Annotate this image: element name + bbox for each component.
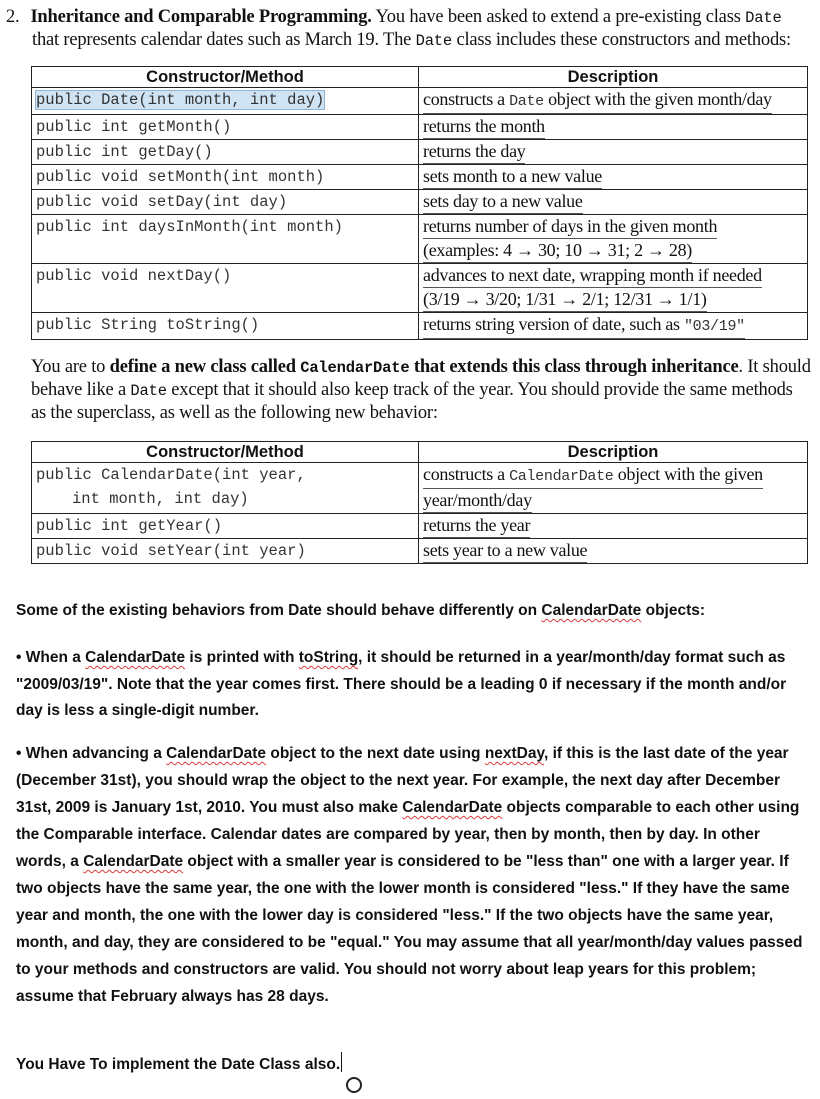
method-set-year: public void setYear(int year) — [32, 539, 419, 564]
table-row — [32, 264, 808, 313]
description-line-2: (3/19 → 3/20; 1/31 → 2/1; 12/31 → 1/1) — [423, 288, 707, 312]
description-line-2: year/month/day — [423, 489, 532, 513]
method-to-string: public String toString() — [32, 313, 419, 340]
table-row — [32, 140, 808, 165]
calendar-date-methods-table — [31, 441, 808, 564]
intro-text-3: class includes these constructors and methods: — [456, 30, 791, 50]
description: returns the month — [423, 115, 545, 139]
question-number: 2. — [6, 7, 20, 27]
header-constructor-method: Constructor/Method — [32, 67, 419, 88]
description: returns string version of date, such as "03/19" — [423, 313, 745, 339]
description: constructs a Date object with the given month/day — [423, 88, 772, 114]
bullet-to-string: • When a CalendarDate is printed with toString, it should be returned in a year/month/day format such as "2009/03/19". Note that the year comes first. There should be a leading 0 if necessary if the month and/or day is less a single-digit number. — [16, 649, 787, 719]
method-calendar-date-constructor-line-2: int month, int day) — [72, 490, 249, 508]
question-title: Inheritance and Comparable Programming. — [30, 7, 372, 27]
method-date-constructor[interactable]: public Date(int month, int day) — [36, 91, 325, 109]
header-description: Description — [419, 67, 808, 88]
description: returns the year — [423, 514, 530, 538]
method-days-in-month: public int daysInMonth(int month) — [32, 215, 419, 264]
question-heading — [6, 6, 814, 52]
calendar-date-intro: You are to define a new class called CalendarDate that extends this class through inheritance. It should behave like a Date except that it should also keep track of the year. You should provide the same methods as the superclass, as well as the following new behavior: — [31, 357, 811, 423]
description: sets month to a new value — [423, 165, 602, 189]
intro-text-2: that represents calendar dates such as March 19. The — [32, 30, 412, 50]
method-get-year: public int getYear() — [32, 514, 419, 539]
table-row — [32, 215, 808, 264]
class-name-date: Date — [745, 9, 782, 27]
description-line-1: advances to next date, wrapping month if needed — [423, 264, 762, 288]
table-row — [32, 463, 808, 514]
table-row — [32, 539, 808, 564]
table-row — [32, 165, 808, 190]
table-row — [32, 115, 808, 140]
table-header-row — [32, 67, 808, 88]
bold-define-class: define a new class called CalendarDate that extends this class through inheritance — [109, 357, 739, 377]
description: sets year to a new value — [423, 539, 587, 563]
table-row — [32, 88, 808, 115]
table-row — [32, 313, 808, 340]
header-constructor-method: Constructor/Method — [32, 442, 419, 463]
date-methods-table — [31, 66, 808, 340]
method-next-day: public void nextDay() — [32, 264, 419, 313]
method-calendar-date-constructor-line-1: public CalendarDate(int year, — [36, 466, 306, 484]
description: sets day to a new value — [423, 190, 583, 214]
method-set-day: public void setDay(int day) — [32, 190, 419, 215]
method-set-month: public void setMonth(int month) — [32, 165, 419, 190]
text-cursor — [341, 1052, 342, 1072]
description-line-1: constructs a CalendarDate object with the given — [423, 463, 763, 489]
table-row — [32, 514, 808, 539]
header-description: Description — [419, 442, 808, 463]
intro-text-1: You have been asked to extend a pre-existing class — [375, 7, 741, 27]
notes-intro: Some of the existing behaviors from Date should behave differently on CalendarDate objects: — [16, 602, 706, 619]
method-get-month: public int getMonth() — [32, 115, 419, 140]
class-name-date-2: Date — [415, 32, 452, 50]
mouse-cursor-icon — [346, 1077, 362, 1093]
method-get-day: public int getDay() — [32, 140, 419, 165]
bullet-next-day-comparable: • When advancing a CalendarDate object to the next date using nextDay, if this is the last date of the year (December 31st), you should wrap the object to the next year. For example, the next day after December 31st, 2009 is January 1st, 2010. You must also make CalendarDate objects comparable to each other using the Comparable interface. Calendar dates are compared by year, then by month, then by day. In other words, a CalendarDate object with a smaller year is considered to be "less than" one with a larger year. If two objects have the same year, the one with the lower month is considered "less." If they have the same year and month, the one with the lower day is considered "less." If the two objects have the same year, month, and day, they are considered to be "equal." You may assume that all year/month/day values passed to your methods and constructors are valid. You should not worry about leap years for this problem; assume that February always has 28 days. — [16, 745, 803, 1005]
description-line-2: (examples: 4 → 30; 10 → 31; 2 → 28) — [423, 239, 692, 263]
description-line-1: returns number of days in the given month — [423, 215, 717, 239]
table-header-row — [32, 442, 808, 463]
table-row — [32, 190, 808, 215]
description: returns the day — [423, 140, 525, 164]
final-instruction: You Have To implement the Date Class also. — [16, 1052, 806, 1076]
